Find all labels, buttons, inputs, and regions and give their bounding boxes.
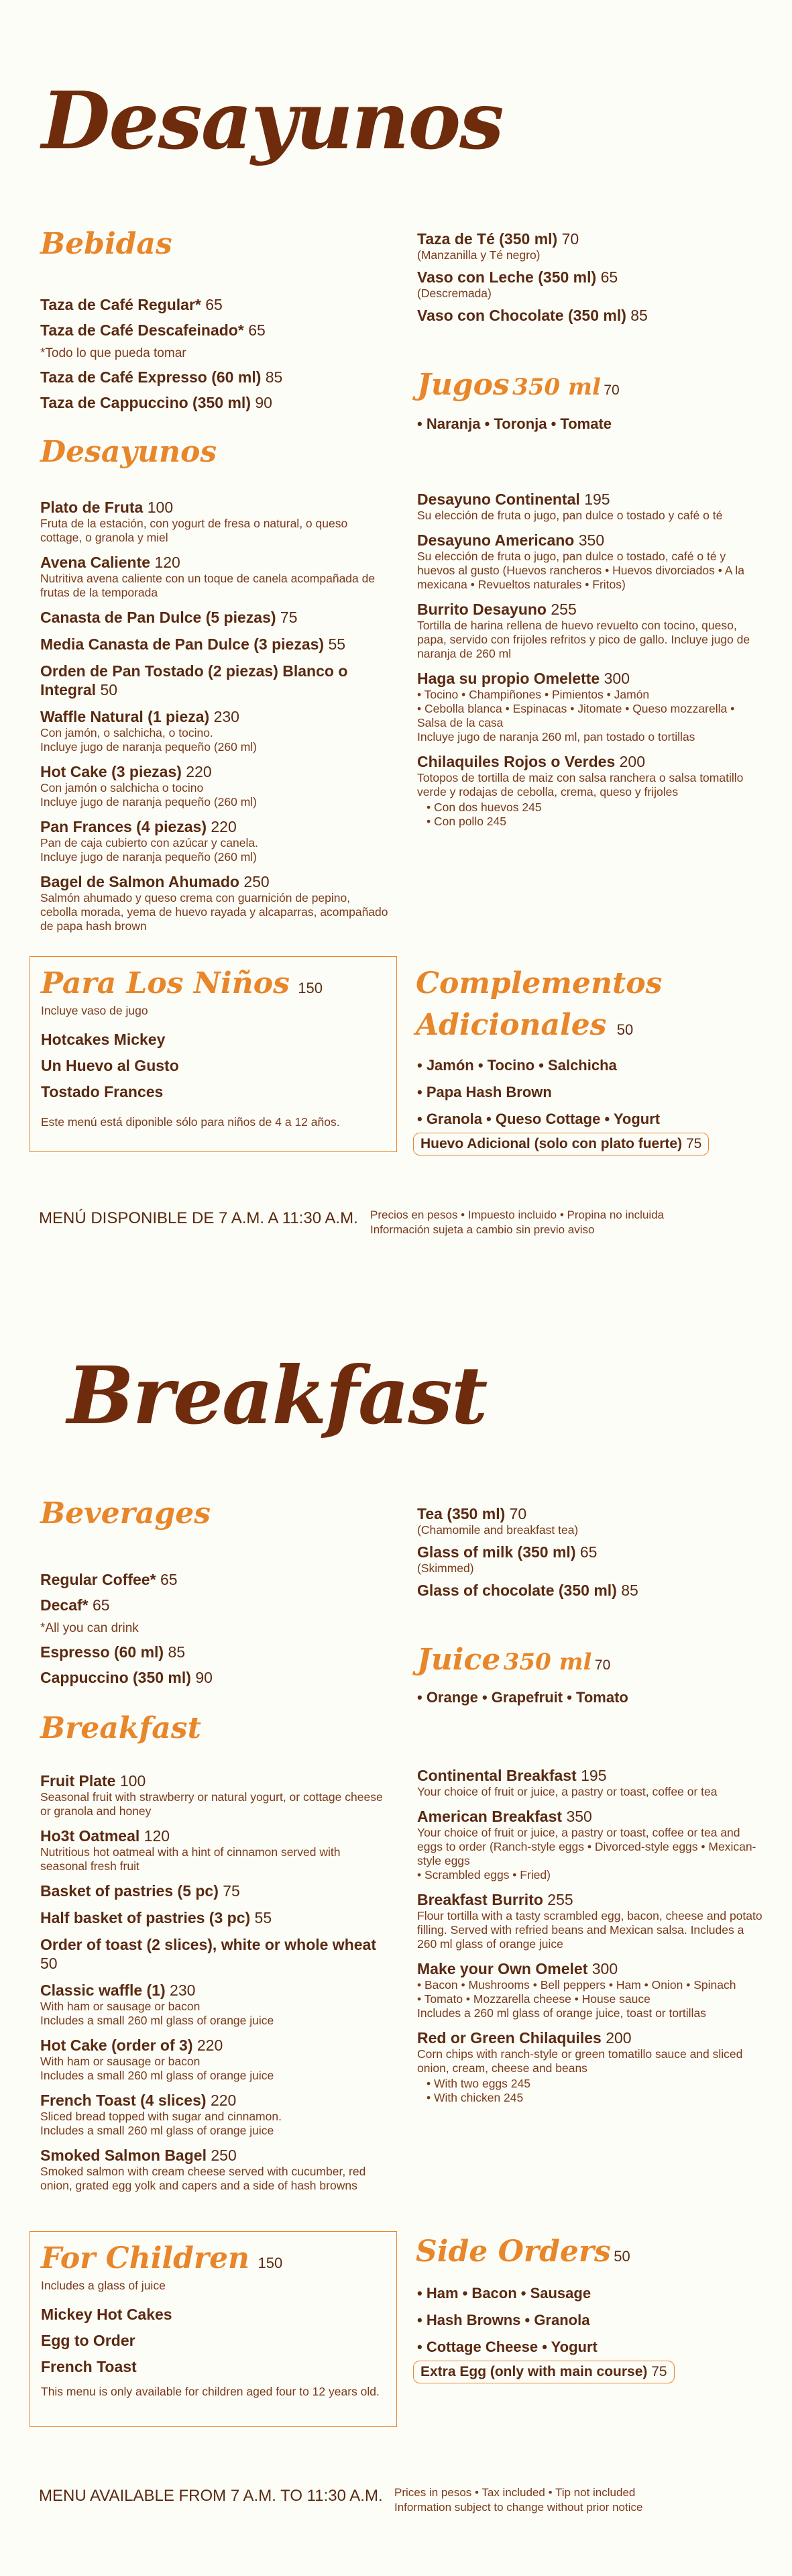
menu-item-price: 90 — [255, 394, 272, 411]
jugos-list: • Naranja • Toronja • Tomate — [417, 415, 612, 432]
menu-item-desc: Incluye jugo de naranja pequeño (260 ml) — [40, 740, 257, 754]
menu-item-desc: Your choice of fruit or juice, a pastry or toast, coffee or tea and eggs to order (Ranch-style eggs • Divorced-style eggs • Mexican-style eggs — [417, 1826, 756, 1867]
menu-item-desc: • Bacon • Mushrooms • Bell peppers • Ham • Onion • Spinach — [417, 1978, 736, 1992]
menu-item — [417, 1766, 766, 1799]
menu-item-title — [40, 2146, 389, 2165]
list-line: Hotcakes Mickey — [41, 1031, 166, 1048]
menu-item-title — [417, 1581, 766, 1600]
menu-item — [417, 1543, 766, 1576]
menu-item-price: 65 — [579, 1543, 598, 1561]
menu-item-name: Taza de Café Expresso (60 ml) — [40, 368, 266, 386]
menu-item-desc: • Cebolla blanca • Espinacas • Jitomate • Queso mozzarella • Salsa de la casa — [417, 702, 735, 729]
menu-item-title — [40, 295, 389, 314]
menu-item — [40, 1596, 389, 1614]
menu-item-title — [40, 872, 389, 891]
sides-price: 50 — [614, 2248, 630, 2265]
menu-item-name: Basket of pastries (5 pc) — [40, 1882, 223, 1900]
menu-item-price: 100 — [119, 1772, 146, 1790]
menu-item-desc: Su elección de fruta o jugo, pan dulce o tostado y café o té — [417, 509, 723, 522]
list-line: French Toast — [41, 2358, 137, 2375]
children-sub: Includes a glass of juice — [41, 2279, 166, 2292]
menu-item-price: 55 — [254, 1909, 272, 1926]
heading-complementos — [416, 963, 662, 1051]
desayunos-left-list — [40, 498, 389, 941]
menu-item-desc: (Chamomile and breakfast tea) — [417, 1523, 579, 1537]
menu-item-title — [40, 1643, 389, 1661]
jugos-price: 70 — [604, 382, 620, 398]
menu-item-title — [40, 1771, 389, 1790]
menu-item-price: 220 — [210, 2092, 237, 2109]
menu-item-name: Pan Frances (4 piezas) — [40, 818, 211, 835]
breakfast-left-list — [40, 1771, 389, 2201]
footer-es-main: MENÚ DISPONIBLE DE 7 A.M. A 11:30 A.M. — [39, 1209, 358, 1227]
juice-list: • Orange • Grapefruit • Tomato — [417, 1689, 628, 1706]
menu-item-desc: Incluye jugo de naranja pequeño (260 ml) — [40, 850, 257, 864]
menu-item-name: Espresso (60 ml) — [40, 1643, 168, 1661]
menu-item-name: Vaso con Leche (350 ml) — [417, 268, 601, 286]
menu-item-name: Order of toast (2 slices), white or whole wheat — [40, 1936, 376, 1953]
menu-item-name: French Toast (4 slices) — [40, 2092, 211, 2109]
jugos-heading-group — [417, 368, 620, 402]
footer-en-main: MENU AVAILABLE FROM 7 A.M. TO 11:30 A.M. — [39, 2487, 383, 2505]
menu-item — [40, 2036, 389, 2083]
menu-item-title — [417, 752, 766, 771]
menu-item-price: 65 — [248, 321, 266, 339]
menu-item-name: Waffle Natural (1 pieza) — [40, 708, 214, 725]
menu-item — [40, 553, 389, 600]
menu-item-name: Glass of chocolate (350 ml) — [417, 1582, 622, 1599]
menu-item-sub: • With chicken 245 — [427, 2091, 766, 2105]
menu-item-title — [40, 1981, 389, 2000]
menu-item-price: 75 — [280, 609, 298, 626]
extra-price: 75 — [685, 1136, 702, 1151]
menu-item-desc: Corn chips with ranch-style or green tomatillo sauce and sliced onion, cream, cheese and beans — [417, 2047, 743, 2075]
menu-item — [40, 1981, 389, 2028]
menu-item-title — [40, 1882, 389, 1900]
menu-item-price: 255 — [547, 1891, 573, 1908]
menu-item-price: 220 — [211, 818, 237, 835]
menu-item-desc: Your choice of fruit or juice, a pastry or toast, coffee or tea — [417, 1785, 718, 1798]
children-items — [41, 2302, 172, 2380]
menu-item-price: 90 — [195, 1669, 213, 1686]
menu-item-desc: Pan de caja cubierto con azúcar y canela. — [40, 836, 258, 849]
menu-item-desc: With ham or sausage or bacon — [40, 2000, 201, 2013]
menu-item-title — [40, 635, 389, 654]
menu-item-desc: Includes a small 260 ml glass of orange juice — [40, 2014, 274, 2027]
menu-item-title — [417, 2028, 766, 2047]
menu-item-name: Haga su propio Omelette — [417, 670, 604, 687]
bebidas-list — [40, 295, 389, 419]
menu-item-desc: Flour tortilla with a tasty scrambled egg, bacon, cheese and potato filling. Served with refried beans and Mexican salsa. Includes a 260 ml glass of orange juice — [417, 1909, 762, 1951]
menu-item-price: 50 — [40, 1955, 58, 1972]
menu-item — [40, 1771, 389, 1818]
menu-item-name: Smoked Salmon Bagel — [40, 2147, 211, 2164]
menu-item-price: 65 — [205, 296, 223, 313]
menu-item-title — [40, 368, 389, 387]
children-box — [30, 2231, 397, 2427]
menu-item-title — [417, 268, 766, 287]
menu-item-subs — [427, 801, 766, 829]
menu-item-name: Fruit Plate — [40, 1772, 120, 1790]
menu-item-desc: Con jamón o salchicha o tocino — [40, 781, 204, 794]
menu-note: *All you can drink — [40, 1621, 139, 1635]
menu-item — [40, 635, 389, 654]
menu-item — [40, 1621, 389, 1636]
menu-item-name: Plato de Fruta — [40, 499, 148, 516]
menu-item-price: 120 — [154, 554, 180, 571]
menu-item-price: 195 — [584, 491, 610, 508]
menu-item-title — [40, 1935, 389, 1973]
list-line: Un Huevo al Gusto — [41, 1057, 179, 1074]
menu-item — [40, 498, 389, 545]
menu-item-name: Avena Caliente — [40, 554, 155, 571]
desayunos-right-list — [417, 490, 766, 837]
beverages-right-list — [417, 1504, 766, 1605]
menu-item — [417, 669, 766, 744]
menu-item-desc: Incluye jugo de naranja 260 ml, pan tostado o tortillas — [417, 730, 695, 743]
menu-item — [40, 662, 389, 699]
menu-item-title — [417, 306, 766, 325]
menu-item-price: 255 — [551, 601, 577, 618]
title-breakfast: Breakfast — [67, 1349, 487, 1442]
menu-item — [417, 600, 766, 661]
menu-item-sub: • Con dos huevos 245 — [427, 801, 766, 815]
menu-item-sub: • Con pollo 245 — [427, 815, 766, 829]
list-line: Tostado Frances — [41, 1083, 164, 1100]
sides-list — [417, 2280, 598, 2361]
menu-item-price: 75 — [223, 1882, 240, 1900]
menu-item-title — [40, 553, 389, 572]
heading-ninos: Para Los Niños — [41, 966, 290, 1000]
heading-beverages: Beverages — [40, 1496, 211, 1531]
menu-item-title — [40, 817, 389, 836]
menu-item-title — [40, 321, 389, 340]
menu-item — [40, 393, 389, 412]
menu-item-desc: • Tocino • Champiñones • Pimientos • Jamón — [417, 688, 650, 701]
menu-item-desc: Seasonal fruit with strawberry or natural yogurt, or cottage cheese or granola and honey — [40, 1790, 383, 1818]
extra-egg — [413, 2361, 675, 2383]
heading-juice: Juice — [417, 1643, 501, 1677]
menu-item-desc: Con jamón, o salchicha, o tocino. — [40, 726, 213, 739]
bebidas-right-list — [417, 229, 766, 330]
menu-item — [417, 229, 766, 262]
menu-item-title — [417, 1504, 766, 1523]
menu-item-name: Cappuccino (350 ml) — [40, 1669, 196, 1686]
list-line: • Cottage Cheese • Yogurt — [417, 2338, 598, 2355]
list-line: • Jamón • Tocino • Salchicha — [417, 1057, 617, 1074]
menu-item-desc: Totopos de tortilla de maiz con salsa ranchera o salsa tomatillo verde y rodajas de cebolla, crema, queso y frijoles — [417, 771, 744, 798]
menu-item-price: 350 — [566, 1808, 592, 1825]
menu-item-price: 250 — [243, 873, 270, 890]
menu-item-title — [417, 1959, 766, 1978]
menu-item-price: 50 — [100, 681, 118, 699]
complementos-price: 50 — [616, 1021, 634, 1038]
complementos-list — [417, 1052, 660, 1133]
list-line: Egg to Order — [41, 2332, 135, 2349]
menu-item-price: 70 — [561, 230, 579, 248]
complementos-line2: Adicionales — [416, 1008, 607, 1042]
menu-item-sub: • With two eggs 245 — [427, 2077, 766, 2091]
menu-item — [40, 707, 389, 754]
menu-item-name: Bagel de Salmon Ahumado — [40, 873, 244, 890]
sides-heading-group — [416, 2234, 630, 2269]
menu-item — [417, 1807, 766, 1882]
menu-item-name: American Breakfast — [417, 1808, 567, 1825]
menu-item — [417, 1890, 766, 1951]
menu-item — [417, 752, 766, 829]
menu-item-desc: Smoked salmon with cream cheese served with cucumber, red onion, grated egg yolk and capers and a side of hash browns — [40, 2165, 366, 2192]
menu-item — [40, 346, 389, 361]
menu-item-name: Taza de Cappuccino (350 ml) — [40, 394, 256, 411]
menu-item — [417, 1581, 766, 1600]
menu-item-desc: Fruta de la estación, con yogurt de fresa o natural, o queso cottage, o granola y miel — [40, 517, 348, 544]
menu-item — [40, 762, 389, 809]
menu-item-price: 85 — [621, 1582, 638, 1599]
menu-item — [40, 1826, 389, 1873]
menu-item-price: 350 — [578, 531, 605, 549]
ninos-price: 150 — [298, 980, 323, 996]
menu-item — [417, 531, 766, 592]
menu-item-title — [417, 1766, 766, 1785]
menu-item-desc: (Manzanilla y Té negro) — [417, 248, 541, 262]
list-line: • Ham • Bacon • Sausage — [417, 2285, 591, 2302]
menu-item-title — [40, 662, 389, 699]
menu-item-price: 85 — [630, 307, 648, 324]
menu-item-name: Decaf* — [40, 1596, 93, 1614]
ninos-sub: Incluye vaso de jugo — [41, 1004, 148, 1017]
menu-item-price: 230 — [170, 1981, 196, 1999]
menu-item-title — [40, 1596, 389, 1614]
menu-item-name: Red or Green Chilaquiles — [417, 2029, 606, 2047]
footer-en-l2: Information subject to change without prior notice — [394, 2501, 643, 2514]
menu-item-title — [417, 1543, 766, 1561]
menu-item — [40, 2146, 389, 2193]
menu-item-name: Taza de Café Descafeinado* — [40, 321, 249, 339]
menu-item-desc: (Descremada) — [417, 287, 492, 300]
menu-item-desc: Includes a 260 ml glass of orange juice, toast or tortillas — [417, 2006, 706, 2020]
menu-item-desc: Nutritious hot oatmeal with a hint of cinnamon served with seasonal fresh fruit — [40, 1845, 341, 1873]
heading-bebidas: Bebidas — [40, 227, 172, 261]
juice-heading-group — [417, 1643, 610, 1677]
menu-item-name: Burrito Desayuno — [417, 601, 551, 618]
menu-item-title — [417, 1807, 766, 1826]
menu-item — [40, 872, 389, 933]
menu-item-price: 200 — [619, 753, 646, 770]
menu-item-title — [417, 229, 766, 248]
menu-item-desc: With ham or sausage or bacon — [40, 2055, 201, 2068]
menu-item-price: 65 — [160, 1571, 178, 1588]
footer-es-l1: Precios en pesos • Impuesto incluido • Propina no incluida — [370, 1208, 665, 1221]
menu-item-desc: • Tomato • Mozzarella cheese • House sauce — [417, 1992, 650, 2006]
menu-item — [417, 306, 766, 325]
juice-price: 70 — [594, 1657, 611, 1673]
menu-item-title — [40, 1570, 389, 1589]
footer-en-l1: Prices in pesos • Tax included • Tip not included — [394, 2486, 636, 2499]
menu-item-name: Continental Breakfast — [417, 1767, 581, 1784]
menu-item-name: Chilaquiles Rojos o Verdes — [417, 753, 620, 770]
ninos-items — [41, 1027, 179, 1105]
menu-item-title — [417, 531, 766, 550]
menu-item-desc: Incluye jugo de naranja pequeño (260 ml) — [40, 795, 257, 809]
breakfast-right-list — [417, 1766, 766, 2113]
menu-item-price: 230 — [213, 708, 239, 725]
menu-item — [40, 1643, 389, 1661]
menu-item-name: Ho3t Oatmeal — [40, 1827, 144, 1845]
menu-item-name: Breakfast Burrito — [417, 1891, 548, 1908]
menu-item — [417, 1959, 766, 2020]
menu-item-name: Taza de Té (350 ml) — [417, 230, 562, 248]
menu-item-desc: Salmón ahumado y queso crema con guarnición de pepino, cebolla morada, yema de huevo rayada y alcaparras, acompañado de papa hash brown — [40, 891, 388, 933]
menu-note: *Todo lo que pueda tomar — [40, 346, 186, 360]
list-line: • Granola • Queso Cottage • Yogurt — [417, 1111, 661, 1127]
menu-item-name: Desayuno Americano — [417, 531, 579, 549]
menu-item-name: Taza de Café Regular* — [40, 296, 206, 313]
menu-item — [40, 1570, 389, 1589]
heading-breakfast: Breakfast — [40, 1711, 201, 1745]
menu-item-name: Glass of milk (350 ml) — [417, 1543, 580, 1561]
huevo-adicional — [413, 1133, 709, 1155]
menu-item-title — [40, 608, 389, 627]
menu-item-desc: Includes a small 260 ml glass of orange juice — [40, 2124, 274, 2137]
juice-size: 350 ml — [503, 1649, 592, 1676]
ninos-note: Este menú está diponible sólo para niños de 4 a 12 años. — [41, 1115, 340, 1129]
menu-item-name: Hot Cake (order of 3) — [40, 2037, 197, 2054]
jugos-size: 350 ml — [512, 374, 601, 401]
menu-item-title — [40, 1908, 389, 1927]
heading-jugos: Jugos — [417, 368, 510, 402]
menu-item-title — [40, 1826, 389, 1845]
menu-item-desc: Nutritiva avena caliente con un toque de canela acompañada de frutas de la temporada — [40, 572, 376, 599]
menu-item-price: 100 — [147, 499, 174, 516]
menu-item-desc: Su elección de fruta o jugo, pan dulce o tostado, café o té y huevos al gusto (Huevos rancheros • Huevos divorciados • A la mexicana • Revueltos naturales • Fritos) — [417, 550, 744, 591]
menu-item-price: 65 — [600, 268, 618, 286]
complementos-line1: Complementos — [416, 966, 663, 1000]
menu-item-price: 85 — [265, 368, 283, 386]
menu-item-price: 200 — [606, 2029, 632, 2047]
menu-item-price: 250 — [211, 2147, 237, 2164]
menu-item-title — [40, 762, 389, 781]
menu-item-title — [40, 707, 389, 726]
menu-item-name: Half basket of pastries (3 pc) — [40, 1909, 255, 1926]
menu-item-price: 300 — [591, 1960, 618, 1977]
menu-item-price: 65 — [92, 1596, 110, 1614]
menu-item — [40, 368, 389, 387]
menu-item-name: Orden de Pan Tostado (2 piezas) Blanco o Integral — [40, 662, 348, 699]
menu-item — [40, 2091, 389, 2138]
heading-sides: Side Orders — [416, 2234, 611, 2269]
footer-es-l2: Información sujeta a cambio sin previo aviso — [370, 1223, 595, 1236]
menu-item-name: Classic waffle (1) — [40, 1981, 170, 1999]
list-line: • Papa Hash Brown — [417, 1084, 552, 1100]
menu-item — [417, 2028, 766, 2105]
menu-item-desc: Sliced bread topped with sugar and cinnamon. — [40, 2110, 282, 2123]
ninos-box — [30, 956, 397, 1152]
menu-item-name: Regular Coffee* — [40, 1571, 160, 1588]
menu-item-title — [40, 1668, 389, 1687]
menu-item — [40, 1882, 389, 1900]
menu-item-desc: (Skimmed) — [417, 1561, 474, 1575]
children-note: This menu is only available for children aged four to 12 years old. — [41, 2385, 380, 2398]
menu-item — [40, 608, 389, 627]
menu-item-title — [417, 490, 766, 509]
menu-item — [40, 1935, 389, 1973]
list-line: • Hash Browns • Granola — [417, 2312, 590, 2328]
menu-item — [417, 1504, 766, 1537]
menu-item-title — [40, 2091, 389, 2110]
menu-item-name: Vaso con Chocolate (350 ml) — [417, 307, 631, 324]
heading-desayunos: Desayunos — [40, 435, 217, 469]
menu-item — [417, 268, 766, 301]
heading-children: For Children — [41, 2241, 250, 2275]
children-price: 150 — [258, 2255, 283, 2271]
menu-item-name: Hot Cake (3 piezas) — [40, 763, 186, 780]
menu-item-subs — [427, 2077, 766, 2105]
menu-item — [40, 1668, 389, 1687]
menu-item-price: 70 — [509, 1505, 527, 1523]
menu-item — [417, 490, 766, 523]
menu-item-price: 220 — [196, 2037, 223, 2054]
extra-name: Huevo Adicional (solo con plato fuerte) — [420, 1136, 683, 1151]
menu-item-name: Canasta de Pan Dulce (5 piezas) — [40, 609, 280, 626]
menu-item-title — [40, 2036, 389, 2055]
menu-item — [40, 1908, 389, 1927]
list-line: Mickey Hot Cakes — [41, 2306, 172, 2323]
menu-item-title — [417, 669, 766, 688]
menu-item-price: 120 — [144, 1827, 170, 1845]
extra-egg-name: Extra Egg (only with main course) — [420, 2364, 648, 2379]
menu-item-name: Tea (350 ml) — [417, 1505, 510, 1523]
menu-item-price: 85 — [168, 1643, 186, 1661]
menu-item-title — [417, 1890, 766, 1909]
menu-item — [40, 295, 389, 314]
menu-item — [40, 321, 389, 340]
menu-item-price: 300 — [604, 670, 630, 687]
extra-egg-price: 75 — [651, 2364, 667, 2379]
menu-item-name: Desayuno Continental — [417, 491, 585, 508]
beverages-list — [40, 1570, 389, 1694]
menu-item-desc: Tortilla de harina rellena de huevo revuelto con tocino, queso, papa, servido con frijoles refritos y pico de gallo. Incluye jugo de naranja de 260 ml — [417, 619, 750, 660]
menu-item-price: 195 — [581, 1767, 607, 1784]
menu-item-name: Make your Own Omelet — [417, 1960, 592, 1977]
menu-item-desc: • Scrambled eggs • Fried) — [417, 1868, 551, 1882]
menu-item-title — [40, 498, 389, 517]
menu-item-title — [417, 600, 766, 619]
menu-item-title — [40, 393, 389, 412]
menu-item — [40, 817, 389, 864]
menu-item-price: 55 — [328, 635, 346, 653]
menu-item-name: Media Canasta de Pan Dulce (3 piezas) — [40, 635, 329, 653]
menu-item-price: 220 — [186, 763, 212, 780]
menu-item-desc: Includes a small 260 ml glass of orange juice — [40, 2069, 274, 2082]
title-desayunos: Desayunos — [42, 74, 503, 167]
